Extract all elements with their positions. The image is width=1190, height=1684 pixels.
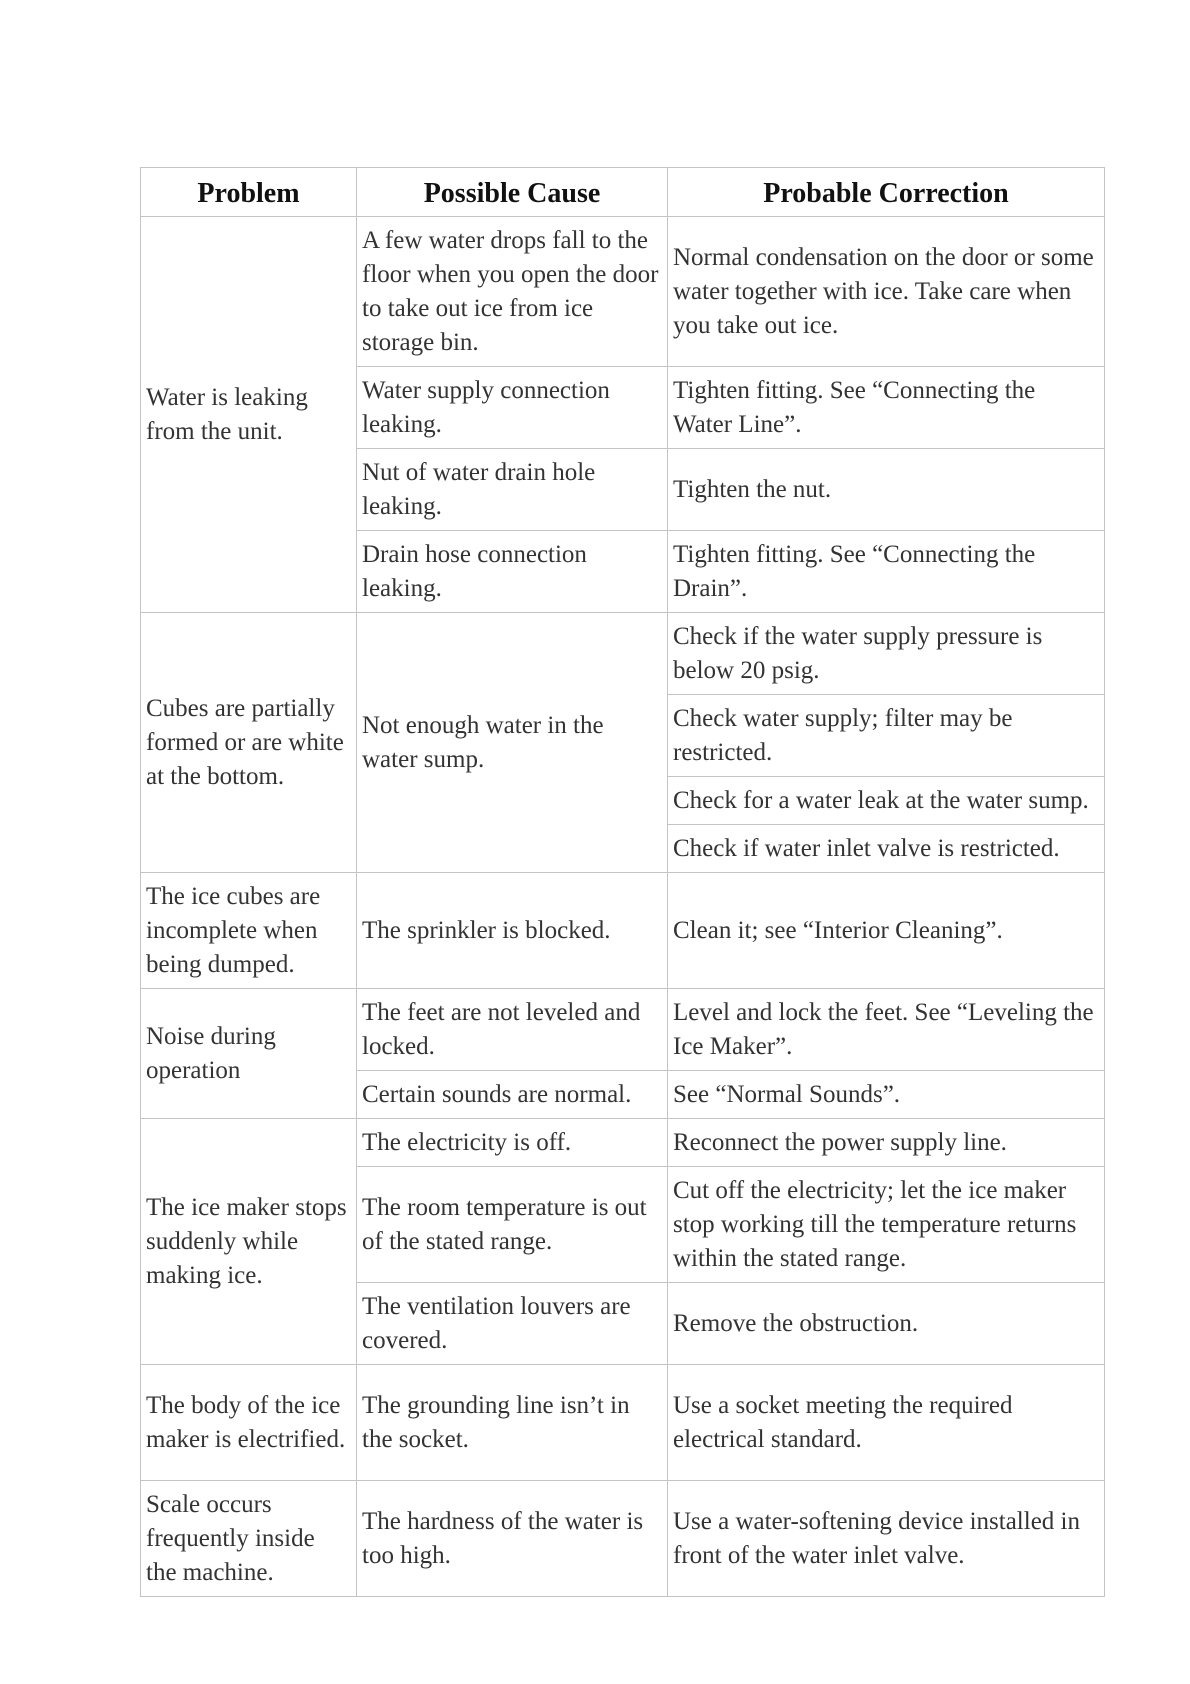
correction-cell: Check if the water supply pressure is below 20 psig. xyxy=(668,613,1105,695)
correction-cell: Tighten fitting. See “Connecting the Water Line”. xyxy=(668,367,1105,449)
problem-cell: Cubes are partially formed or are white at the bottom. xyxy=(141,613,357,873)
correction-cell: Cut off the electricity; let the ice maker stop working till the temperature returns within the stated range. xyxy=(668,1167,1105,1283)
correction-cell: Tighten the nut. xyxy=(668,449,1105,531)
correction-cell: See “Normal Sounds”. xyxy=(668,1071,1105,1119)
correction-cell: Remove the obstruction. xyxy=(668,1283,1105,1365)
problem-cell: The ice cubes are incomplete when being dumped. xyxy=(141,873,357,989)
problem-cell: Scale occurs frequently inside the machine. xyxy=(141,1481,357,1597)
cause-cell: Drain hose connection leaking. xyxy=(357,531,668,613)
cause-cell: The grounding line isn’t in the socket. xyxy=(357,1365,668,1481)
cause-cell: Not enough water in the water sump. xyxy=(357,613,668,873)
problem-cell: The body of the ice maker is electrified. xyxy=(141,1365,357,1481)
table-row xyxy=(141,1481,1105,1597)
troubleshooting-table xyxy=(140,167,1105,1597)
table-row xyxy=(141,873,1105,989)
correction-cell: Use a socket meeting the required electrical standard. xyxy=(668,1365,1105,1481)
cause-cell: The hardness of the water is too high. xyxy=(357,1481,668,1597)
correction-cell: Check for a water leak at the water sump. xyxy=(668,777,1105,825)
table-row xyxy=(141,217,1105,367)
correction-cell: Clean it; see “Interior Cleaning”. xyxy=(668,873,1105,989)
table-row xyxy=(141,613,1105,695)
table-row xyxy=(141,1365,1105,1481)
correction-cell: Check if water inlet valve is restricted. xyxy=(668,825,1105,873)
table-row xyxy=(141,989,1105,1071)
header-row xyxy=(141,168,1105,217)
correction-cell: Tighten fitting. See “Connecting the Drain”. xyxy=(668,531,1105,613)
correction-cell: Level and lock the feet. See “Leveling the Ice Maker”. xyxy=(668,989,1105,1071)
cause-cell: Certain sounds are normal. xyxy=(357,1071,668,1119)
table-row xyxy=(141,1119,1105,1167)
cause-cell: The electricity is off. xyxy=(357,1119,668,1167)
correction-cell: Normal condensation on the door or some water together with ice. Take care when you take out ice. xyxy=(668,217,1105,367)
cause-cell: The feet are not leveled and locked. xyxy=(357,989,668,1071)
cause-cell: Nut of water drain hole leaking. xyxy=(357,449,668,531)
problem-cell: Noise during operation xyxy=(141,989,357,1119)
problem-cell: The ice maker stops suddenly while making ice. xyxy=(141,1119,357,1365)
correction-cell: Check water supply; filter may be restricted. xyxy=(668,695,1105,777)
cause-cell: The room temperature is out of the stated range. xyxy=(357,1167,668,1283)
cause-cell: The ventilation louvers are covered. xyxy=(357,1283,668,1365)
cause-cell: The sprinkler is blocked. xyxy=(357,873,668,989)
header-probable-correction: Probable Correction xyxy=(668,168,1105,217)
cause-cell: Water supply connection leaking. xyxy=(357,367,668,449)
header-problem: Problem xyxy=(141,168,357,217)
cause-cell: A few water drops fall to the floor when you open the door to take out ice from ice storage bin. xyxy=(357,217,668,367)
problem-cell: Water is leaking from the unit. xyxy=(141,217,357,613)
header-possible-cause: Possible Cause xyxy=(357,168,668,217)
correction-cell: Use a water-softening device installed in front of the water inlet valve. xyxy=(668,1481,1105,1597)
correction-cell: Reconnect the power supply line. xyxy=(668,1119,1105,1167)
